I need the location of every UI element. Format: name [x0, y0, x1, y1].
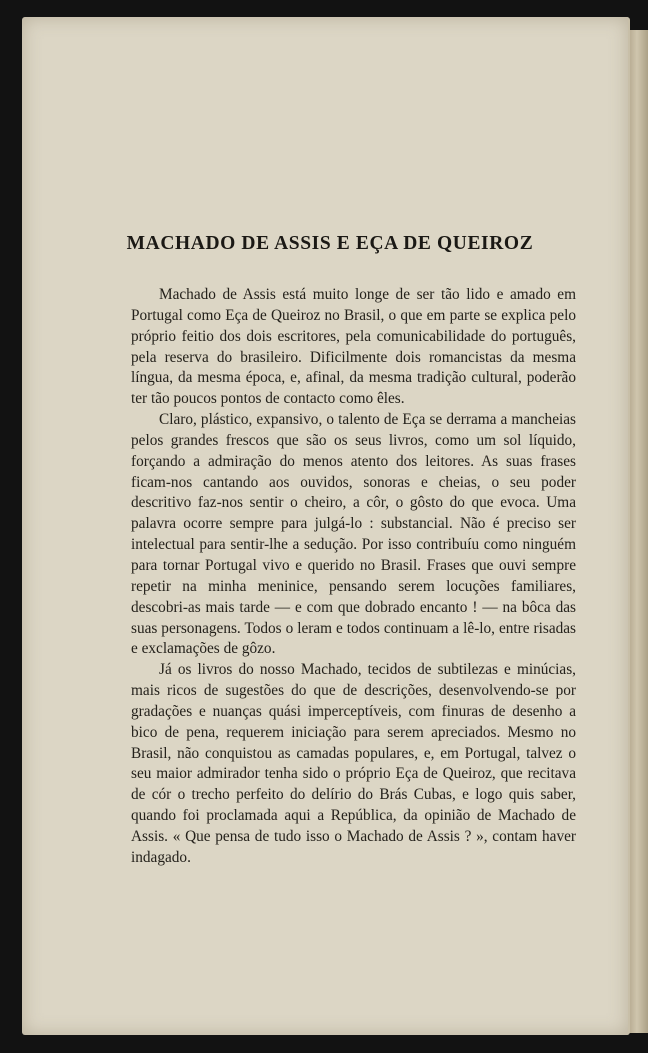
paragraph-2: Claro, plástico, expansivo, o talento de Eça se derrama a mancheias pelos grandes frescos que são os seus livros, como um sol líquido, forçando a admiração do menos atento dos leitores. As suas frases ficam-nos cantando aos ouvidos, sonoras e cheias, o seu poder descritivo faz-nos sentir o cheiro, a côr, o gôsto do que evoca. Uma palavra ocorre sempre para julgá-lo : substancial. Não é preciso ser intelectual para sentir-lhe a sedução. Por isso contribuíu como ninguém para tornar Portugal vivo e querido no Brasil. Frases que ouvi sempre repetir na minha meninice, pensando serem locuções familiares, descobri-as mais tarde — e com que dobrado encanto ! — na bôca das suas personagens. Todos o leram e todos continuam a lê-lo, entre risadas e exclamações de gôzo. [131, 411, 576, 658]
paragraph-3: Já os livros do nosso Machado, tecidos de subtilezas e minúcias, mais ricos de sugestões do que de descrições, desenvolvendo-se por gradações e nuanças quási imperceptíveis, com finuras de desenho a bico de pena, requerem iniciação para serem apreciados. Mesmo no Brasil, não conquistou as camadas populares, e, em Portugal, talvez o seu maior admirador tenha sido o próprio Eça de Queiroz, que recitava de cór o trecho perfeito do delírio do Brás Cubas, e logo quis saber, quando foi proclamada aqui a República, da opinião de Machado de Assis. « Que pensa de tudo isso o Machado de Assis ? », contam haver indagado. [131, 661, 576, 866]
paragraph-1: Machado de Assis está muito longe de ser tão lido e amado em Portugal como Eça de Queiroz no Brasil, o que em parte se explica pelo próprio feitio dos dois escritores, pela comunicabilidade do português, pela reserva do brasileiro. Dificilmente dois romancistas da mesma língua, da mesma época, e, afinal, da mesma tradição cultural, poderão ter tão poucos pontos de contacto como êles. [131, 286, 576, 408]
body-text [131, 285, 576, 869]
chapter-title: MACHADO DE ASSIS E EÇA DE QUEIROZ [126, 233, 534, 254]
next-page-edge [628, 30, 648, 1033]
